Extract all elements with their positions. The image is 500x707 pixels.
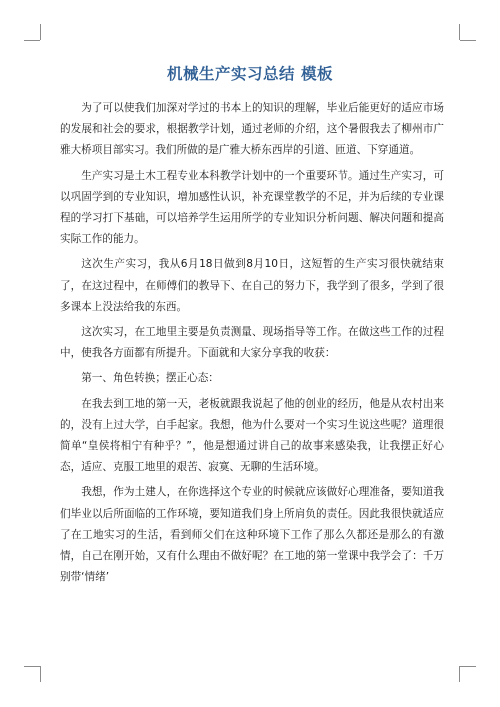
crop-mark-bottom-left <box>24 666 40 667</box>
paragraph: 这次生产实习，我从6月18日做到8月10日，这短暂的生产实习很快就结束了，在这过程中，在师傅们的教导下、在自己的努力下，我学到了很多，学到了很多课本上没法给我的东西。 <box>60 258 444 313</box>
paragraph: 我想，作为土建人，在你选择这个专业的时候就应该做好心理准备，要知道我们毕业以后所面临的工作环境，要知道我们身上所肩负的责任。因此我很快就适应了在工地实习的生活，看到师父们在这种环境下工作了那么久都还是那么的有激情，自己在刚开始，又有什么理由不做好呢？在工地的第一堂课中我学会了：千万别带‘情绪’ <box>60 486 444 584</box>
crop-mark-bottom-right <box>460 666 476 667</box>
crop-mark-top-left <box>24 40 40 41</box>
crop-mark-top-left <box>40 24 41 40</box>
paragraph: 在我去到工地的第一天，老板就跟我说起了他的创业的经历，他是从农村出来的，没有上过大学，白手起家。我想，他为什么要对一个实习生说这些呢？道理很简单“皇侯将相宁有种乎？”，他是想通过讲自己的故事来感染我，让我摆正好心态，适应、克服工地里的艰苦、寂寞、无聊的生活环境。 <box>60 397 444 474</box>
document-body <box>60 98 444 592</box>
crop-mark-bottom-right <box>459 666 460 682</box>
paragraph: 这次实习，在工地里主要是负责测量、现场指导等工作。在做这些工作的过程中，使我各方面都有所提升。下面就和大家分享我的收获： <box>60 326 444 360</box>
crop-mark-top-right <box>459 24 460 40</box>
paragraph: 为了可以使我们加深对学过的书本上的知识的理解，毕业后能更好的适应市场的发展和社会的要求，根据教学计划，通过老师的介绍，这个暑假我去了柳州市广雅大桥项目部实习。我们所做的是广雅大桥东西岸的引道、匝道、下穿通道。 <box>60 102 444 157</box>
paragraph: 生产实习是土木工程专业本科教学计划中的一个重要环节。通过生产实习，可以巩固学到的专业知识，增加感性认识，补充课堂教学的不足，并为后续的专业课程的学习打下基础，可以培养学生运用所学的专业知识分析问题、解决问题和提高实际工作的能力。 <box>60 169 444 246</box>
crop-mark-top-right <box>460 40 476 41</box>
document-title: 机械生产实习总结 模板 <box>167 65 333 83</box>
section-heading: 第一、角色转换；摆正心态： <box>81 372 219 385</box>
crop-mark-bottom-left <box>40 666 41 682</box>
